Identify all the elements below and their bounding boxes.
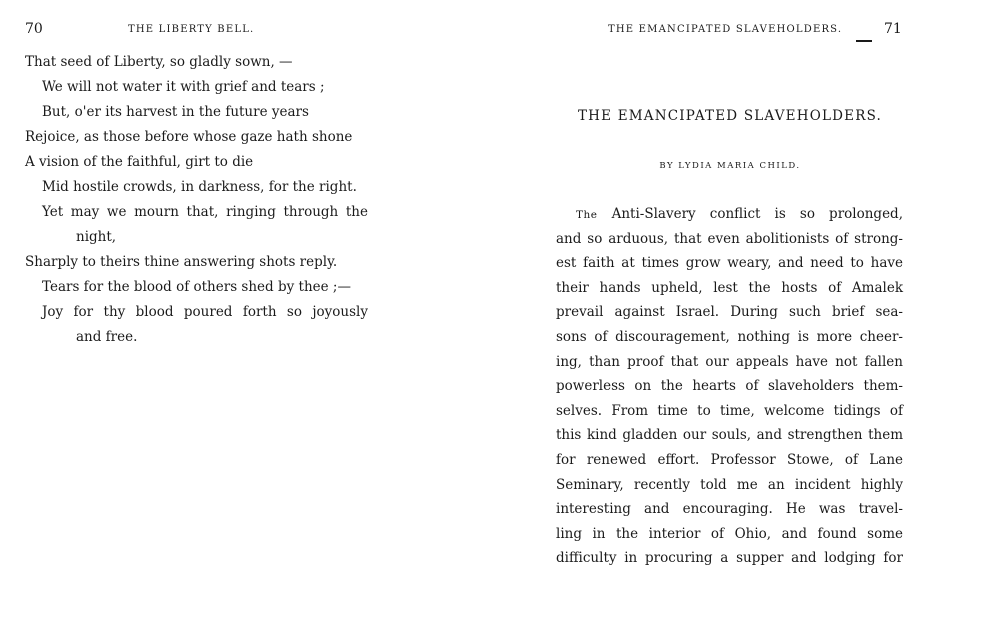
poem-line: Joy for thy blood poured forth so joyously bbox=[42, 304, 368, 320]
prose-line-text: Anti-Slavery conflict is so prolonged, bbox=[611, 206, 903, 222]
drop-word: The bbox=[576, 209, 598, 221]
running-head-left: THE LIBERTY BELL. bbox=[128, 24, 255, 35]
poem-line: night, bbox=[76, 229, 117, 245]
poem bbox=[25, 52, 385, 352]
poem-line: Mid hostile crowds, in darkness, for the right. bbox=[42, 179, 357, 195]
poem-line: and free. bbox=[76, 329, 138, 345]
prose-line: ling in the interior of Ohio, and found some bbox=[556, 525, 903, 542]
article-byline: BY LYDIA MARIA CHILD. bbox=[659, 161, 801, 171]
page-number-right: 71 bbox=[884, 21, 902, 37]
prose-line: powerless on the hearts of slaveholders them- bbox=[556, 378, 903, 395]
article-body bbox=[556, 204, 903, 573]
prose-line: prevail against Israel. During such brief sea- bbox=[556, 304, 903, 321]
prose-line: selves. From time to time, welcome tidings of bbox=[556, 402, 903, 419]
prose-line: sons of discouragement, nothing is more cheer- bbox=[556, 328, 903, 345]
poem-line: A vision of the faithful, girt to die bbox=[25, 154, 254, 170]
page-number-left: 70 bbox=[25, 21, 43, 37]
prose-line: difficulty in procuring a supper and lodging for bbox=[556, 550, 903, 567]
prose-line bbox=[556, 204, 903, 229]
prose-line: ing, than proof that our appeals have not fallen bbox=[556, 353, 903, 370]
prose-line: for renewed effort. Professor Stowe, of Lane bbox=[556, 451, 903, 468]
running-head-rule bbox=[856, 40, 872, 42]
poem-line: Tears for the blood of others shed by thee ;— bbox=[42, 279, 351, 295]
prose-line: this kind gladden our souls, and strengthen them bbox=[556, 427, 903, 444]
article-title: THE EMANCIPATED SLAVEHOLDERS. bbox=[577, 108, 883, 124]
poem-line: Sharply to theirs thine answering shots reply. bbox=[25, 254, 338, 270]
prose-line: Seminary, recently told me an incident highly bbox=[556, 476, 903, 493]
poem-line: But, o'er its harvest in the future years bbox=[42, 104, 309, 120]
prose-line: their hands upheld, lest the hosts of Amalek bbox=[556, 279, 903, 296]
poem-line: We will not water it with grief and tears ; bbox=[42, 79, 325, 95]
poem-line: Yet may we mourn that, ringing through the bbox=[42, 204, 368, 220]
poem-line: That seed of Liberty, so gladly sown, — bbox=[25, 54, 293, 70]
prose-line: interesting and encouraging. He was travel- bbox=[556, 501, 903, 518]
running-head-right: THE EMANCIPATED SLAVEHOLDERS. bbox=[608, 24, 843, 35]
prose-line: and so arduous, that even abolitionists of strong- bbox=[556, 230, 903, 247]
poem-line: Rejoice, as those before whose gaze hath shone bbox=[25, 129, 353, 145]
prose-line: est faith at times grow weary, and need to have bbox=[556, 255, 903, 272]
